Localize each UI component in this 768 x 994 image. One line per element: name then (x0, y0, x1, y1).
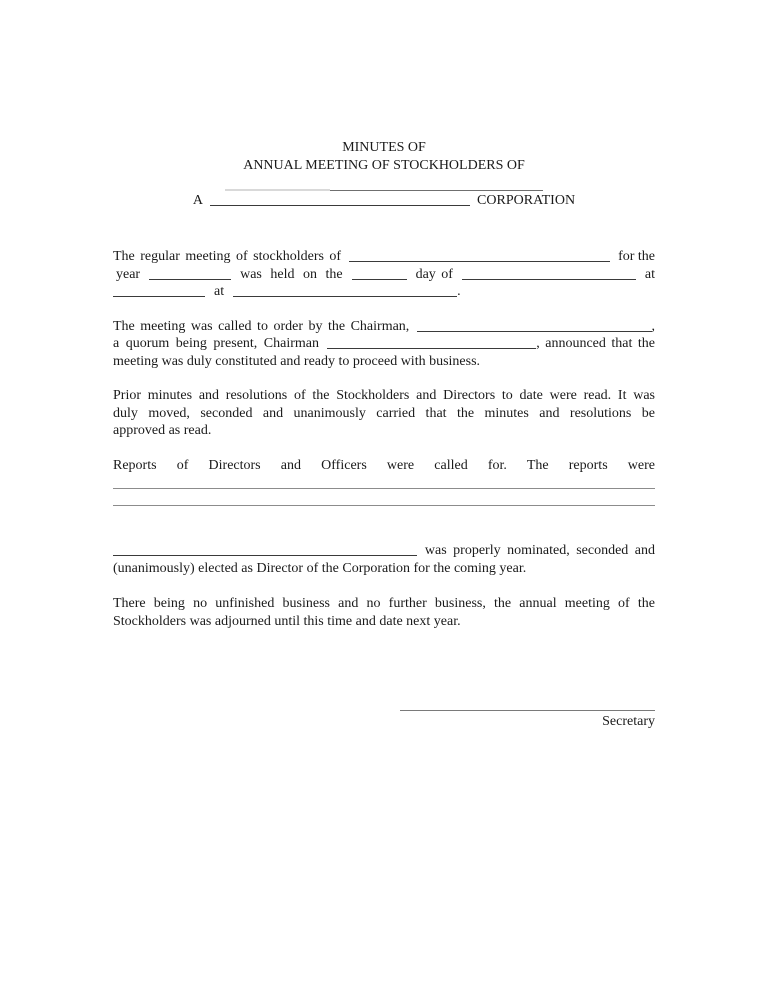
paragraph-line: meeting was duly constituted and ready to proceed with business. (113, 353, 481, 369)
document-title-line2: ANNUAL MEETING OF STOCKHOLDERS OF (243, 157, 525, 173)
text-segment: The meeting was called to order by the Chairman, (113, 318, 410, 334)
paragraph-prior-minutes (113, 387, 655, 440)
document-content (113, 0, 655, 731)
text-segment: year (116, 266, 141, 282)
paragraph-line (113, 266, 655, 284)
time-field (113, 296, 205, 297)
corporation-name-blank-left (225, 189, 330, 191)
paragraph-line (113, 248, 655, 266)
chairman-name-field (417, 331, 651, 332)
text-segment: . (457, 284, 461, 299)
corporation-name-blank-row (113, 174, 655, 192)
paragraph-line: duly moved, seconded and unanimously carried that the minutes and resolutions be (113, 405, 655, 421)
text-segment: at (644, 266, 655, 282)
paragraph-adjournment (113, 595, 655, 630)
paragraph-line: (unanimously) elected as Director of the Corporation for the coming year. (113, 560, 527, 576)
chairman-name-field-2 (327, 348, 536, 349)
text-segment: , announced that the (536, 336, 655, 351)
paragraph-director-election (113, 542, 655, 577)
paragraph-line (113, 318, 655, 336)
corporation-name-field (210, 205, 470, 206)
paragraph-line: Prior minutes and resolutions of the Stockholders and Directors to date were read. It was (113, 388, 655, 403)
corporation-label: CORPORATION (477, 192, 576, 208)
text-segment: was properly nominated, seconded and (424, 543, 655, 558)
month-field (462, 279, 636, 280)
reports-blank-line-2 (113, 489, 655, 506)
paragraph-line: approved as read. (113, 423, 212, 438)
director-name-field (113, 555, 417, 556)
paragraph-called-to-order (113, 318, 655, 371)
reports-blank-line-1 (113, 474, 655, 489)
text-segment: The regular meeting of stockholders of (113, 249, 342, 264)
paragraph-line: Stockholders was adjourned until this time and date next year. (113, 613, 461, 629)
paragraph-reports (113, 457, 655, 507)
corporation-prefix: A (192, 192, 204, 208)
text-segment: at (214, 284, 225, 299)
signature-block (400, 710, 655, 731)
text-segment: a quorum being present, Chairman (113, 336, 320, 351)
corporation-line (113, 192, 655, 210)
paragraph-line (113, 542, 655, 560)
day-field (352, 279, 407, 280)
paragraph-line (113, 283, 655, 301)
secretary-label: Secretary (602, 714, 655, 729)
document-title-line1: MINUTES OF (342, 140, 426, 155)
text-segment: day of (415, 266, 453, 282)
text-segment: , (651, 318, 655, 334)
text-segment: for the (618, 249, 655, 264)
paragraph-line: Reports of Directors and Officers were called for. The reports were (113, 457, 655, 473)
paragraph-line: There being no unfinished business and no further business, the annual meeting of the (113, 596, 655, 611)
year-field (149, 279, 231, 280)
text-segment: was held on the (240, 266, 343, 282)
paragraph-line (113, 335, 655, 353)
corporation-name-blank-right (330, 190, 543, 191)
stockholders-of-field (349, 261, 610, 262)
location-field (233, 296, 457, 297)
paragraph-meeting-details (113, 248, 655, 301)
